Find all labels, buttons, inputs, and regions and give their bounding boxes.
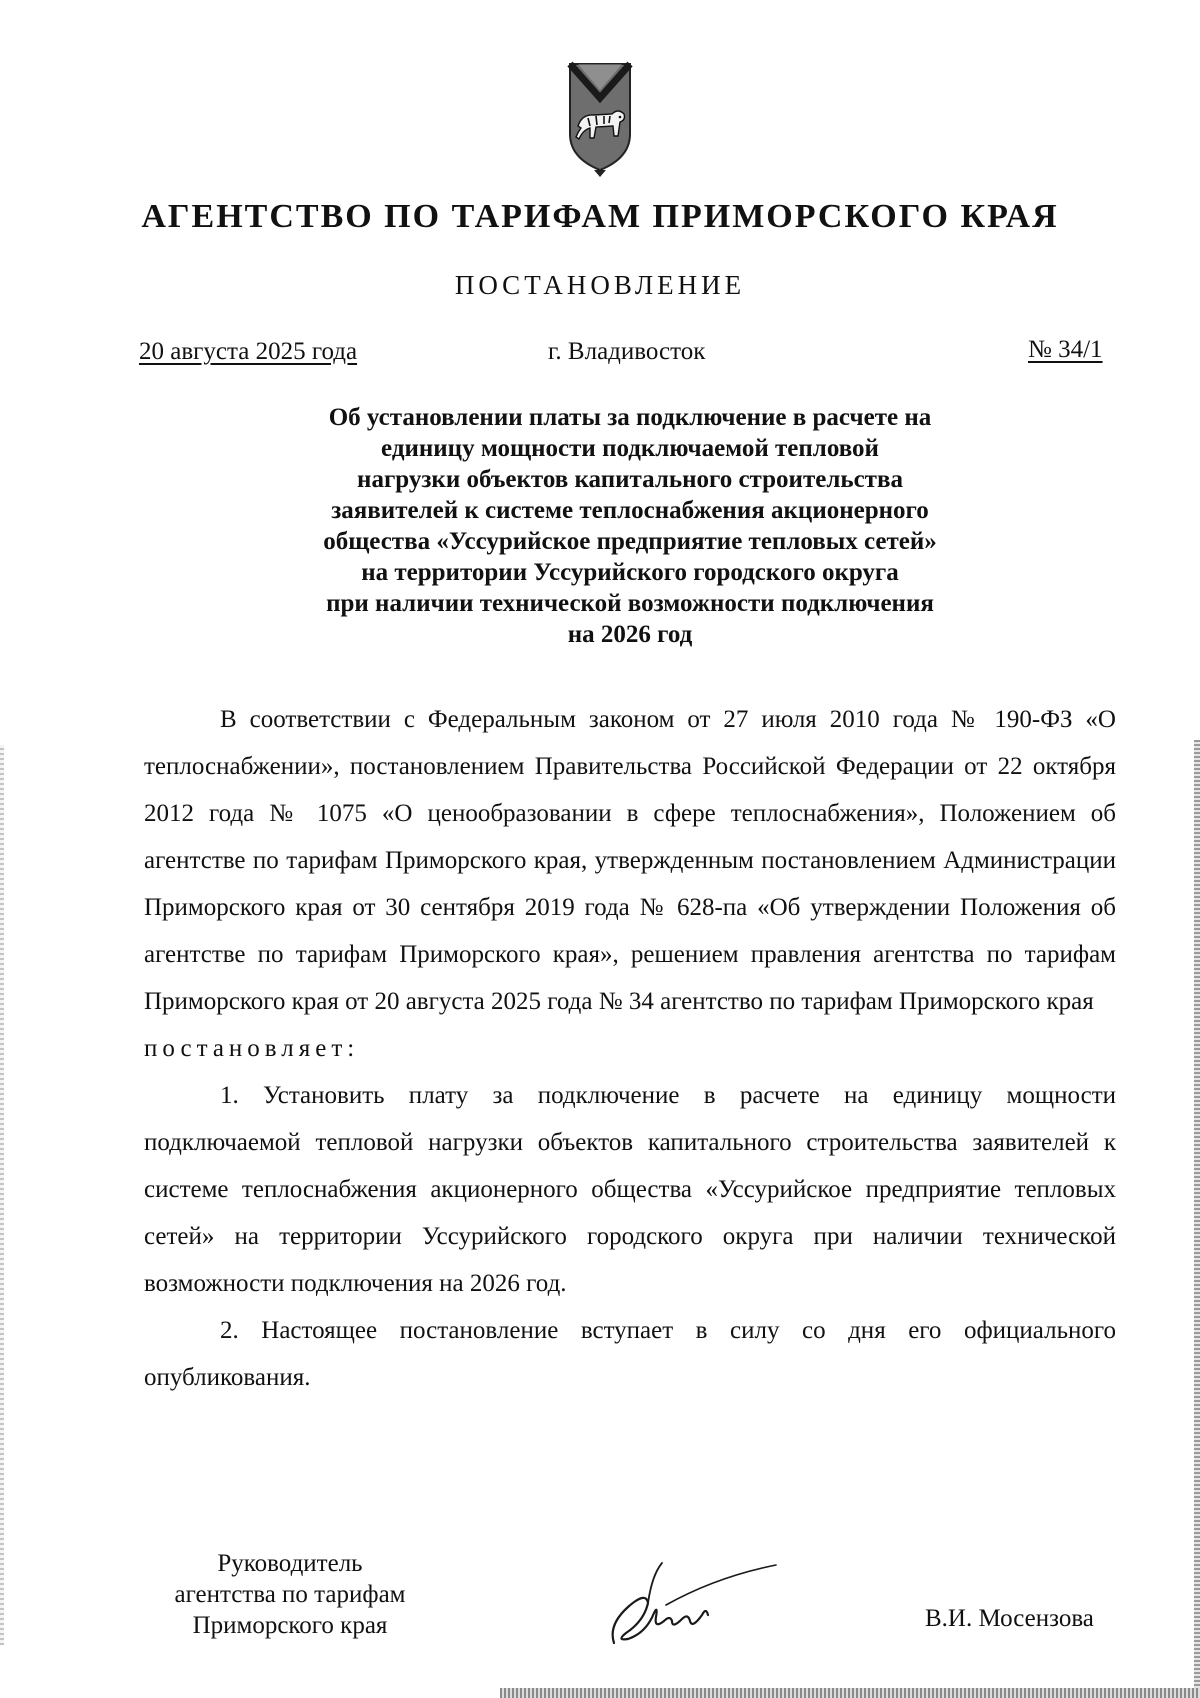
scan-edge-right: [1194, 740, 1200, 1698]
title-line: единицу мощности подключаемой тепловой: [381, 435, 879, 462]
preamble-paragraph: В соответствии с Федеральным законом от 27 июля 2010 года № 190-ФЗ «О теплоснабжении», постановлением Правительства Российской Федерации от 22 октября 2012 года № 1075 «О ценообразовании в сфере теплоснабжения», Положением об агентстве по тарифам Приморского края, утвержденным постановлением Администрации Приморского края от 30 сентября 2019 года № 628-па «Об утверждении Положения об агентстве по тарифам Приморского края», решением правления агентства по тарифам Приморского края от 20 августа 2025 года № 34 агентство по тарифам Приморского края: [144, 706, 1116, 1015]
signatory-role-line: Руководитель: [217, 1550, 363, 1577]
title-line: нагрузки объектов капитального строительства: [357, 466, 903, 493]
agency-name: АГЕНТСТВО ПО ТАРИФАМ ПРИМОРСКОГО КРАЯ: [141, 198, 1059, 235]
coat-of-arms-icon: [566, 60, 634, 178]
document-number: № 34/1: [1028, 336, 1103, 363]
title-line: при наличии технической возможности подключения: [326, 590, 934, 617]
title-line: Об установлении платы за подключение в расчете на: [328, 404, 932, 431]
signatory-role: [140, 1548, 440, 1641]
title-line: на 2026 год: [567, 621, 693, 648]
title-line: общества «Уссурийское предприятие тепловых сетей»: [323, 528, 937, 555]
title-line: заявителей к системе теплоснабжения акционерного: [331, 497, 929, 524]
document-body: [144, 696, 1116, 1401]
document-city: г. Владивосток: [548, 338, 706, 365]
document-type: ПОСТАНОВЛЕНИЕ: [454, 270, 746, 300]
item-2-paragraph: 2. Настоящее постановление вступает в силу со дня его официального опубликования.: [144, 1317, 1116, 1391]
document-date: 20 августа 2025 года: [139, 338, 358, 365]
document-title: [250, 402, 1010, 650]
signatory-role-line: агентства по тарифам: [174, 1581, 406, 1608]
title-line: на территории Уссурийского городского округа: [361, 559, 899, 586]
signatory-role-line: Приморского края: [192, 1612, 388, 1639]
item-1-paragraph: 1. Установить плату за подключение в расчете на единицу мощности подключаемой тепловой нагрузки объектов капитального строительства заявителей к системе теплоснабжения акционерного общества «Уссурийское предприятие тепловых сетей» на территории Уссурийского городского округа при наличии технической возможности подключения на 2026 год.: [144, 1082, 1116, 1297]
scan-edge-bottom: [500, 1688, 1200, 1698]
decree-word: постановляет:: [144, 1035, 360, 1062]
scan-edge-left: [0, 745, 4, 1645]
signatory-name: В.И. Мосензова: [925, 1605, 1094, 1632]
handwritten-signature: [606, 1555, 786, 1655]
